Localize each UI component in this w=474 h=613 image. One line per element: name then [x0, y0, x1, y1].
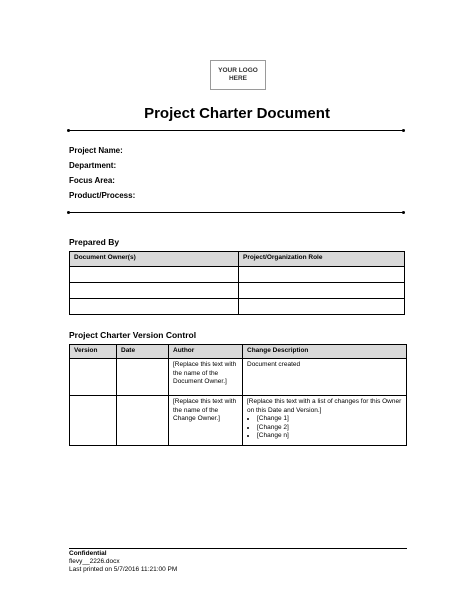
department-label: Department:: [69, 161, 117, 170]
change-list-item: • [Change 1]: [257, 415, 402, 424]
table-header-row: [70, 345, 407, 359]
change-list: [247, 415, 402, 441]
column-header-document-owners: Document Owner(s): [70, 252, 239, 267]
page-footer: [69, 550, 177, 574]
document-owners-table: [69, 251, 405, 315]
author-cell[interactable]: [Replace this text with the name of the Document Owner.]: [169, 359, 243, 396]
role-cell[interactable]: [239, 267, 405, 283]
column-header-date: Date: [117, 345, 169, 359]
date-cell[interactable]: [117, 359, 169, 396]
version-control-heading: Project Charter Version Control: [69, 330, 197, 340]
change-description-text: [Replace this text with a list of changes for this Owner on this Date and Version.]: [247, 398, 402, 414]
top-divider: [69, 130, 403, 131]
document-title: Project Charter Document: [144, 105, 330, 122]
change-list-item: • [Change 2]: [257, 424, 402, 433]
change-list-item: • [Change n]: [257, 432, 402, 441]
column-header-author: Author: [169, 345, 243, 359]
table-header-row: [70, 252, 405, 267]
version-cell[interactable]: [70, 396, 117, 446]
change-description-cell[interactable]: Document created: [243, 359, 407, 396]
confidential-label: Confidential: [69, 550, 107, 557]
column-header-version: Version: [70, 345, 117, 359]
role-cell[interactable]: [239, 283, 405, 299]
footer-divider: [69, 548, 407, 549]
table-row: [70, 283, 405, 299]
logo-placeholder: [210, 60, 266, 90]
prepared-by-heading: Prepared By: [69, 237, 120, 247]
table-row: [70, 359, 407, 396]
column-header-change-description: Change Description: [243, 345, 407, 359]
footer-filename: flevy__2226.docx: [69, 558, 120, 565]
middle-divider: [69, 212, 403, 213]
owner-cell[interactable]: [70, 283, 239, 299]
column-header-role: Project/Organization Role: [239, 252, 405, 267]
version-control-table: [69, 344, 407, 446]
project-name-label: Project Name:: [69, 146, 123, 155]
logo-line-1: YOUR LOGO: [218, 67, 258, 74]
table-row: [70, 299, 405, 315]
table-row: [70, 396, 407, 446]
product-process-label: Product/Process:: [69, 191, 136, 200]
owner-cell[interactable]: [70, 299, 239, 315]
owner-cell[interactable]: [70, 267, 239, 283]
focus-area-label: Focus Area:: [69, 176, 115, 185]
date-cell[interactable]: [117, 396, 169, 446]
role-cell[interactable]: [239, 299, 405, 315]
change-description-cell[interactable]: [243, 396, 407, 446]
version-cell[interactable]: [70, 359, 117, 396]
table-row: [70, 267, 405, 283]
logo-line-2: HERE: [228, 75, 248, 82]
author-cell[interactable]: [Replace this text with the name of the Change Owner.]: [169, 396, 243, 446]
footer-print-date: Last printed on 5/7/2016 11:21:00 PM: [69, 566, 178, 573]
